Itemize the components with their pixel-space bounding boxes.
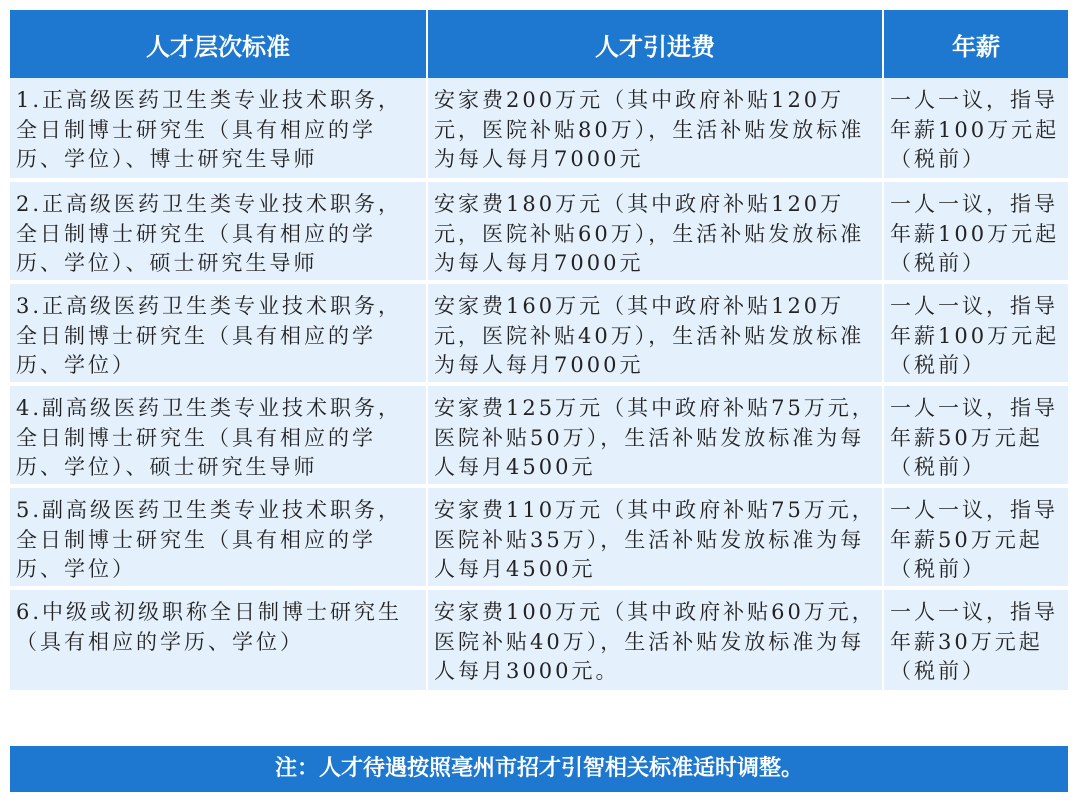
header-introduction-fee: 人才引进费 bbox=[427, 10, 883, 78]
cell-fee: 安家费125万元（其中政府补贴75万元，医院补贴50万），生活补贴发放标准为每人每月4500元 bbox=[427, 384, 883, 486]
cell-salary: 一人一议，指导年薪100万元起（税前） bbox=[883, 180, 1068, 282]
cell-fee: 安家费180万元（其中政府补贴120万元，医院补贴60万），生活补贴发放标准为每人每月7000元 bbox=[427, 180, 883, 282]
cell-salary: 一人一议，指导年薪30万元起（税前） bbox=[883, 588, 1068, 690]
cell-fee: 安家费100万元（其中政府补贴60万元，医院补贴40万），生活补贴发放标准为每人每月3000元。 bbox=[427, 588, 883, 690]
cell-salary: 一人一议，指导年薪50万元起（税前） bbox=[883, 486, 1068, 588]
footnote-banner: 注：人才待遇按照亳州市招才引智相关标准适时调整。 bbox=[10, 746, 1068, 792]
cell-level: 5.副高级医药卫生类专业技术职务，全日制博士研究生（具有相应的学历、学位） bbox=[10, 486, 427, 588]
talent-table bbox=[10, 10, 1068, 690]
cell-level: 6.中级或初级职称全日制博士研究生（具有相应的学历、学位） bbox=[10, 588, 427, 690]
cell-salary: 一人一议，指导年薪100万元起（税前） bbox=[883, 78, 1068, 180]
table-row bbox=[10, 78, 1068, 180]
cell-salary: 一人一议，指导年薪100万元起（税前） bbox=[883, 282, 1068, 384]
table-row bbox=[10, 588, 1068, 690]
table-row bbox=[10, 384, 1068, 486]
table-row bbox=[10, 486, 1068, 588]
header-annual-salary: 年薪 bbox=[883, 10, 1068, 78]
talent-table-container bbox=[10, 10, 1068, 792]
header-talent-level: 人才层次标准 bbox=[10, 10, 427, 78]
cell-level: 4.副高级医药卫生类专业技术职务，全日制博士研究生（具有相应的学历、学位）、硕士研究生导师 bbox=[10, 384, 427, 486]
cell-fee: 安家费110万元（其中政府补贴75万元，医院补贴35万），生活补贴发放标准为每人每月4500元 bbox=[427, 486, 883, 588]
cell-level: 1.正高级医药卫生类专业技术职务，全日制博士研究生（具有相应的学历、学位）、博士研究生导师 bbox=[10, 78, 427, 180]
cell-level: 3.正高级医药卫生类专业技术职务，全日制博士研究生（具有相应的学历、学位） bbox=[10, 282, 427, 384]
table-row bbox=[10, 282, 1068, 384]
cell-level: 2.正高级医药卫生类专业技术职务，全日制博士研究生（具有相应的学历、学位）、硕士研究生导师 bbox=[10, 180, 427, 282]
cell-fee: 安家费200万元（其中政府补贴120万元，医院补贴80万），生活补贴发放标准为每人每月7000元 bbox=[427, 78, 883, 180]
table-row bbox=[10, 180, 1068, 282]
cell-salary: 一人一议，指导年薪50万元起（税前） bbox=[883, 384, 1068, 486]
table-header-row bbox=[10, 10, 1068, 78]
cell-fee: 安家费160万元（其中政府补贴120万元，医院补贴40万），生活补贴发放标准为每人每月7000元 bbox=[427, 282, 883, 384]
